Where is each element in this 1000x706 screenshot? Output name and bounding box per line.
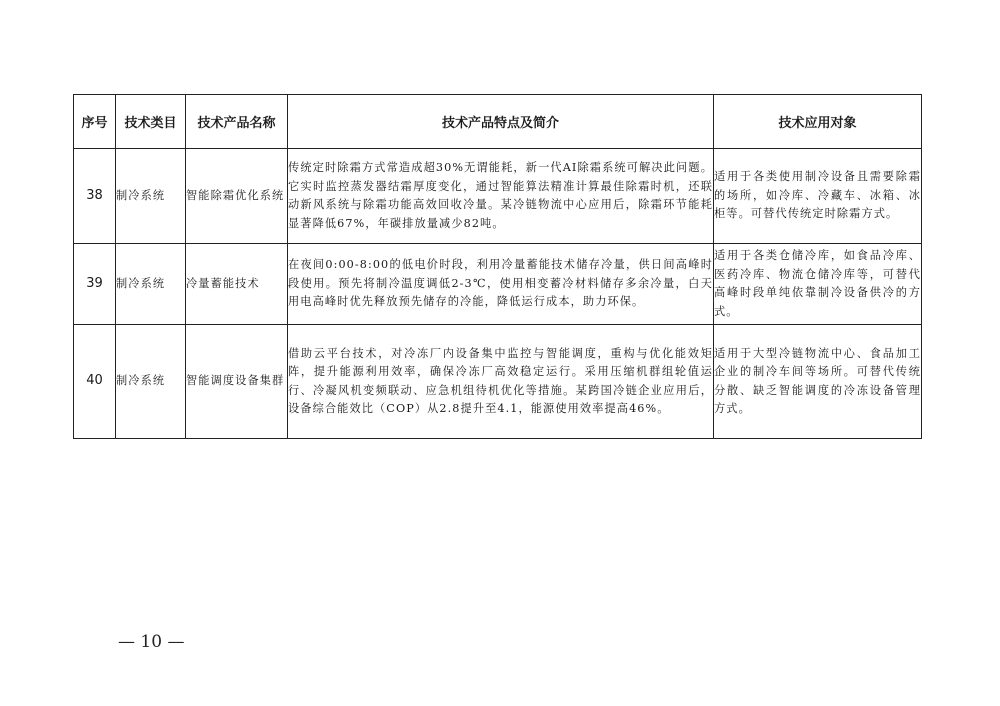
row-category: 制冷系统 (116, 325, 186, 439)
row-serial: 38 (74, 149, 116, 244)
row-serial: 39 (74, 244, 116, 325)
row-product-name: 智能调度设备集群 (186, 325, 288, 439)
header-product-name: 技术产品名称 (186, 95, 288, 149)
row-description: 借助云平台技术，对冷冻厂内设备集中监控与智能调度，重构与优化能效矩阵，提升能源利用效率，确保冷冻厂高效稳定运行。采用压缩机群组轮值运行、冷凝风机变频联动、应急机组待机优化等措施。某跨国冷链企业应用后，设备综合能效比（COP）从2.8提升至4.1，能源使用效率提高46%。 (288, 325, 714, 439)
table-row (74, 244, 922, 325)
row-application: 适用于各类使用制冷设备且需要除霜的场所，如冷库、冷藏车、冰箱、冰柜等。可替代传统定时除霜方式。 (714, 149, 922, 244)
header-category: 技术类目 (116, 95, 186, 149)
table-row (74, 149, 922, 244)
row-application: 适用于各类仓储冷库，如食品冷库、医药冷库、物流仓储冷库等，可替代高峰时段单纯依靠制冷设备供冷的方式。 (714, 244, 922, 325)
row-serial: 40 (74, 325, 116, 439)
header-application: 技术应用对象 (714, 95, 922, 149)
header-features: 技术产品特点及简介 (288, 95, 714, 149)
row-category: 制冷系统 (116, 244, 186, 325)
row-application: 适用于大型冷链物流中心、食品加工企业的制冷车间等场所。可替代传统分散、缺乏智能调度的冷冻设备管理方式。 (714, 325, 922, 439)
row-category: 制冷系统 (116, 149, 186, 244)
table-header-row (74, 95, 922, 149)
header-serial: 序号 (74, 95, 116, 149)
row-description: 在夜间0:00-8:00的低电价时段，利用冷量蓄能技术储存冷量，供日间高峰时段使用。预先将制冷温度调低2-3℃，使用相变蓄冷材料储存多余冷量，白天用电高峰时优先释放预先储存的冷能，降低运行成本，助力环保。 (288, 244, 714, 325)
row-description: 传统定时除霜方式常造成超30%无谓能耗，新一代AI除霜系统可解决此问题。它实时监控蒸发器结霜厚度变化，通过智能算法精准计算最佳除霜时机，还联动新风系统与除霜功能高效回收冷量。某冷链物流中心应用后，除霜环节能耗显著降低67%，年碳排放量减少82吨。 (288, 149, 714, 244)
tech-table (73, 94, 922, 439)
page-number: — 10 — (118, 632, 185, 652)
table-row (74, 325, 922, 439)
row-product-name: 智能除霜优化系统 (186, 149, 288, 244)
row-product-name: 冷量蓄能技术 (186, 244, 288, 325)
